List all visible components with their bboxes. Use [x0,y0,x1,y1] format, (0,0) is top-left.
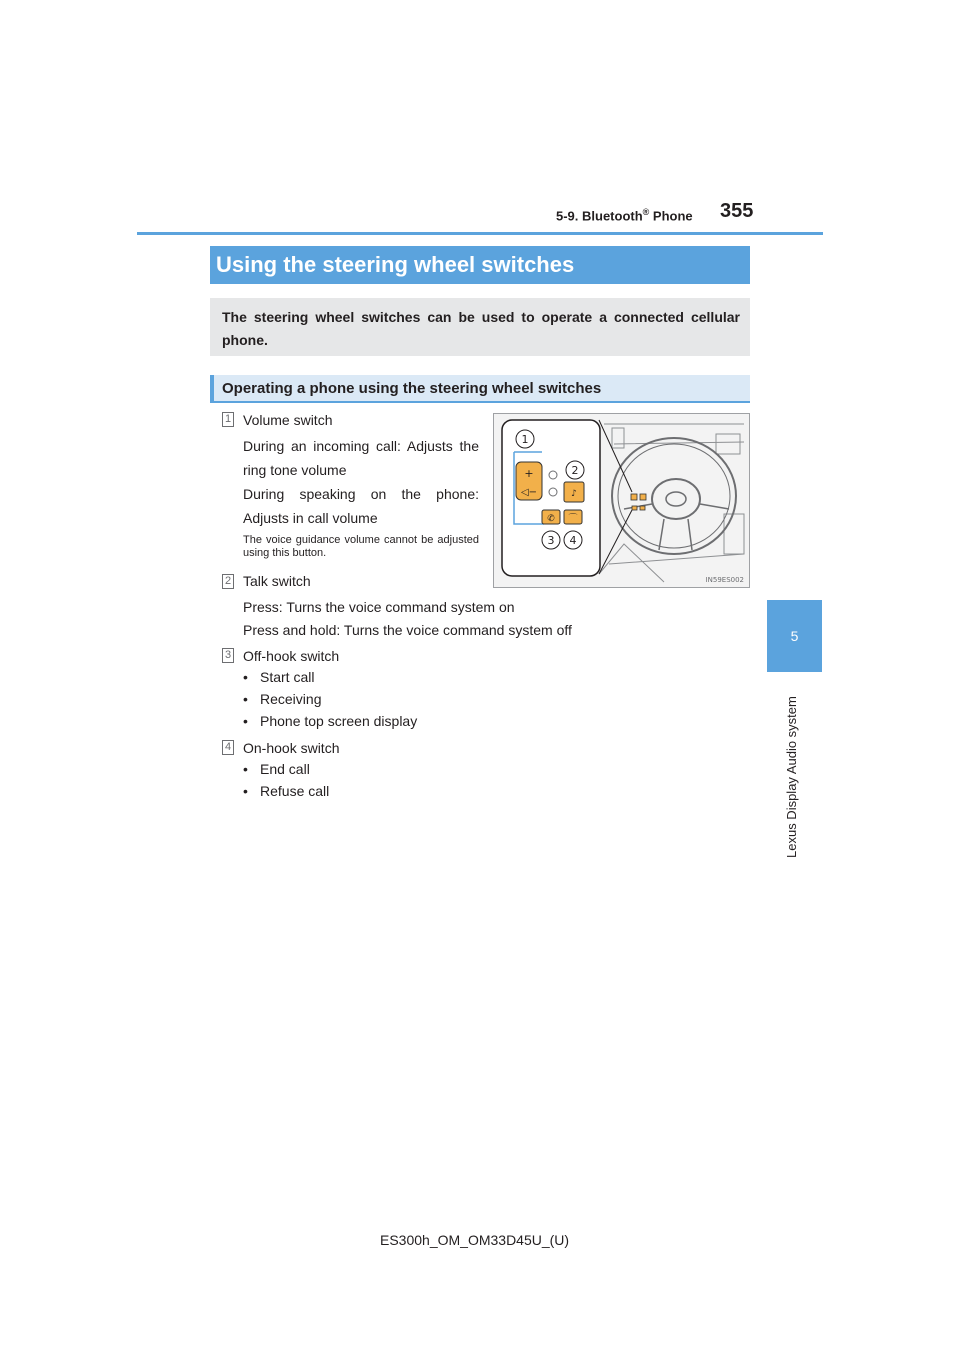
item-3-bullet-3: • Phone top screen display [243,710,417,732]
item-3-bullet-1: • Start call [243,666,314,688]
item-2-line-1: Press: Turns the voice command system on [243,599,515,615]
svg-text:✆: ✆ [547,514,555,524]
item-number-2: 2 [222,574,234,589]
svg-text:♪: ♪ [571,489,577,499]
item-number-3: 3 [222,648,234,663]
figure-code: IN59ES002 [705,576,744,584]
item-number-1: 1 [222,412,234,427]
item-2-line-2: Press and hold: Turns the voice command system off [243,622,572,638]
subsection-title: Operating a phone using the steering wheel switches [222,380,602,397]
document-code: ES300h_OM_OM33D45U_(U) [380,1232,570,1248]
section-title: Using the steering wheel switches [216,252,575,277]
callout-label-2: 2 [571,464,579,477]
intro-text: The steering wheel switches can be used to operate a connected cellular phone. [222,309,740,348]
section-header [556,207,693,223]
section-header-prefix: 5-9. Bluetooth [556,208,643,224]
callout-label-3: 3 [547,534,555,547]
item-4-bullet-1: • End call [243,758,310,780]
chapter-title: Lexus Display Audio system [784,696,799,858]
chapter-tab [767,600,822,672]
item-name-talk-switch: Talk switch [243,573,311,589]
item-number-4: 4 [222,740,234,755]
svg-text:⌒: ⌒ [568,514,578,524]
svg-text:◁−: ◁− [520,487,538,498]
svg-text:+: + [524,467,534,480]
section-header-suffix: Phone [649,208,693,224]
item-1-line-2: During speaking on the phone: Adjusts in call volume [243,486,479,526]
steering-wheel-switches-figure [493,413,750,588]
registered-mark: ® [642,207,650,217]
item-3-bullet-2: • Receiving [243,688,321,710]
callout-label-1: 1 [521,433,529,446]
callout-label-4: 4 [569,534,577,547]
steering-wheel-illustration [494,414,749,587]
item-name-on-hook-switch: On-hook switch [243,740,340,756]
page-number: 355 [720,200,754,222]
chapter-number: 5 [790,628,799,644]
chapter-side-label [784,680,800,860]
item-1-line-1: During an incoming call: Adjusts the ring tone volume [243,438,479,478]
header-divider [137,232,823,235]
item-name-off-hook-switch: Off-hook switch [243,648,340,664]
item-1-note: The voice guidance volume cannot be adjusted using this button. [243,534,479,559]
item-4-bullet-2: • Refuse call [243,780,329,802]
item-name-volume-switch: Volume switch [243,412,333,428]
